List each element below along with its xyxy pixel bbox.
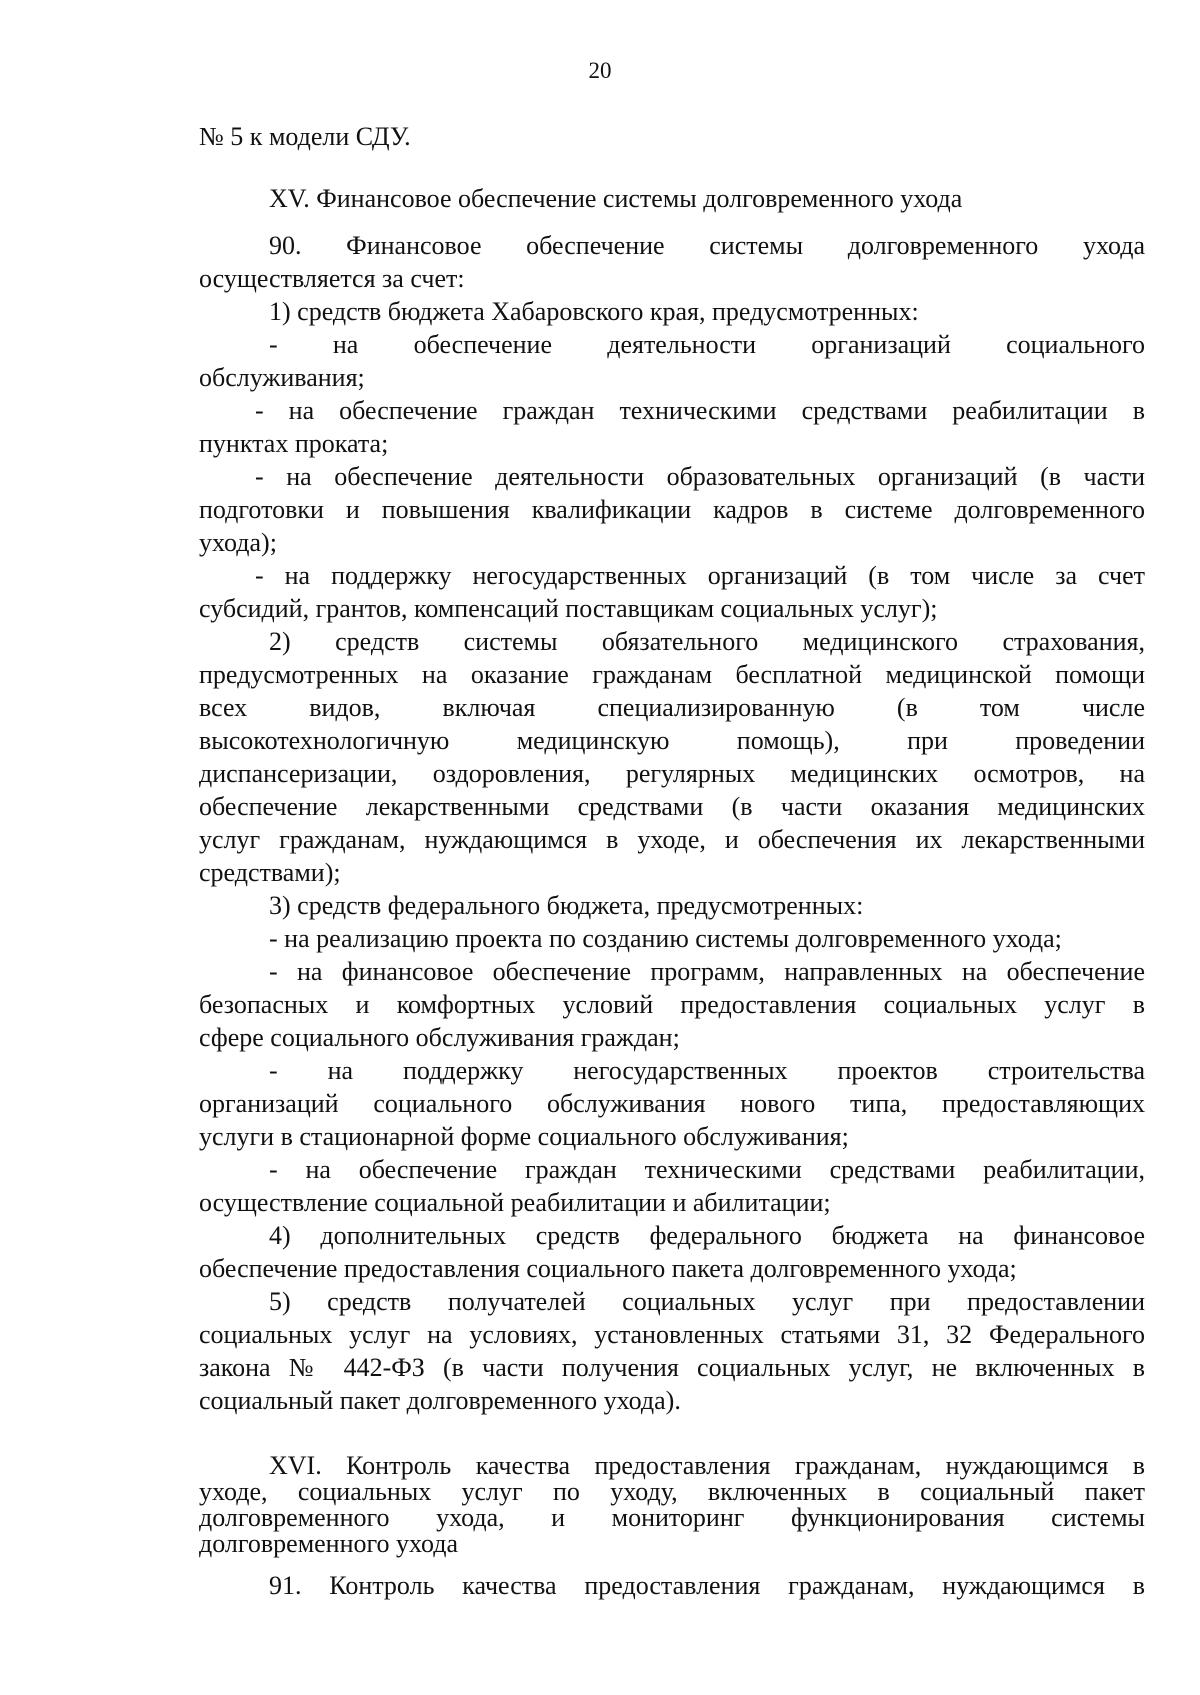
- paragraph-line: высокотехнологичную медицинскую помощь), при проведении: [199, 726, 1145, 755]
- paragraph-line: - на обеспечение граждан техническими средствами реабилитации в: [255, 396, 1145, 425]
- paragraph-line: подготовки и повышения квалификации кадров в системе долговременного: [199, 495, 1145, 524]
- paragraph-line: - на обеспечение граждан техническими средствами реабилитации,: [269, 1155, 1145, 1184]
- section-spacer: [199, 1417, 1145, 1453]
- paragraph-line: - на поддержку негосударственных проектов строительства: [269, 1056, 1145, 1085]
- paragraph-line: - на реализацию проекта по созданию системы долговременного ухода;: [269, 924, 1062, 953]
- paragraph-line: обеспечение лекарственными средствами (в части оказания медицинских: [199, 792, 1145, 821]
- paragraph-line: средствами);: [199, 858, 341, 887]
- paragraph-line: осуществление социальной реабилитации и абилитации;: [199, 1188, 831, 1217]
- section-xv-heading-block: [199, 182, 1145, 215]
- paragraph-line: 1) средств бюджета Хабаровского края, предусмотренных:: [269, 297, 919, 326]
- paragraph-line: - на финансовое обеспечение программ, направленных на обеспечение: [269, 957, 1145, 986]
- section-spacer: [199, 1557, 1145, 1569]
- paragraph-line: сфере социального обслуживания граждан;: [199, 1023, 680, 1052]
- section-xvi-heading: уходе, социальных услуг по уходу, включенных в социальный пакет: [199, 1477, 1145, 1506]
- paragraph-line: 91. Контроль качества предоставления гражданам, нуждающимся в: [269, 1571, 1145, 1600]
- paragraph-line: - на обеспечение деятельности образовательных организаций (в части: [255, 462, 1145, 491]
- page-number: 20: [588, 58, 612, 83]
- paragraph-line: закона № 442-ФЗ (в части получения социальных услуг, не включенных в: [199, 1353, 1145, 1382]
- paragraph-line: всех видов, включая специализированную (в том числе: [199, 693, 1145, 722]
- paragraph-line: обслуживания;: [199, 363, 365, 392]
- paragraph-line: - на поддержку негосударственных организаций (в том числе за счет: [255, 561, 1145, 590]
- paragraph-line: осуществляется за счет:: [199, 264, 465, 293]
- paragraph-line: субсидий, грантов, компенсаций поставщикам социальных услуг);: [199, 594, 938, 623]
- section-xvi-body: [199, 1569, 1145, 1602]
- paragraph-line: предусмотренных на оказание гражданам бесплатной медицинской помощи: [199, 660, 1145, 689]
- section-xvi-heading: долговременного ухода, и мониторинг функционирования системы: [199, 1503, 1145, 1532]
- section-xvi-heading: XVI. Контроль качества предоставления гражданам, нуждающимся в: [269, 1451, 1145, 1480]
- paragraph-line: социальный пакет долговременного ухода).: [199, 1386, 681, 1415]
- paragraph-line: 4) дополнительных средств федерального бюджета на финансовое: [269, 1221, 1145, 1250]
- paragraph-line: 5) средств получателей социальных услуг при предоставлении: [269, 1287, 1145, 1316]
- section-xv-heading: XV. Финансовое обеспечение системы долговременного ухода: [269, 184, 963, 213]
- paragraph-line: услуги в стационарной форме социального обслуживания;: [199, 1122, 849, 1151]
- paragraph-line: - на обеспечение деятельности организаций социального: [269, 330, 1145, 359]
- paragraph-line: диспансеризации, оздоровления, регулярных медицинских осмотров, на: [199, 759, 1145, 788]
- document-body: [199, 120, 1145, 1602]
- paragraph-line: 3) средств федерального бюджета, предусмотренных:: [269, 891, 864, 920]
- section-xvi-heading: долговременного ухода: [199, 1529, 459, 1558]
- lead-text: № 5 к модели СДУ.: [199, 122, 411, 151]
- paragraph-line: организаций социального обслуживания нового типа, предоставляющих: [199, 1089, 1145, 1118]
- paragraph-line: 90. Финансовое обеспечение системы долговременного ухода: [269, 231, 1145, 260]
- paragraph-line: социальных услуг на условиях, установленных статьями 31, 32 Федерального: [199, 1320, 1145, 1349]
- section-xv-body: [199, 229, 1145, 1417]
- paragraph-line: ухода);: [199, 528, 277, 557]
- paragraph-line: услуг гражданам, нуждающимся в уходе, и обеспечения их лекарственными: [199, 825, 1145, 854]
- paragraph-line: обеспечение предоставления социального пакета долговременного ухода;: [199, 1254, 1017, 1283]
- section-xvi-heading-block: [199, 1453, 1145, 1557]
- paragraph-line: 2) средств системы обязательного медицинского страхования,: [269, 627, 1145, 656]
- paragraph-line: безопасных и комфортных условий предоставления социальных услуг в: [199, 990, 1145, 1019]
- paragraph-line: пунктах проката;: [199, 429, 389, 458]
